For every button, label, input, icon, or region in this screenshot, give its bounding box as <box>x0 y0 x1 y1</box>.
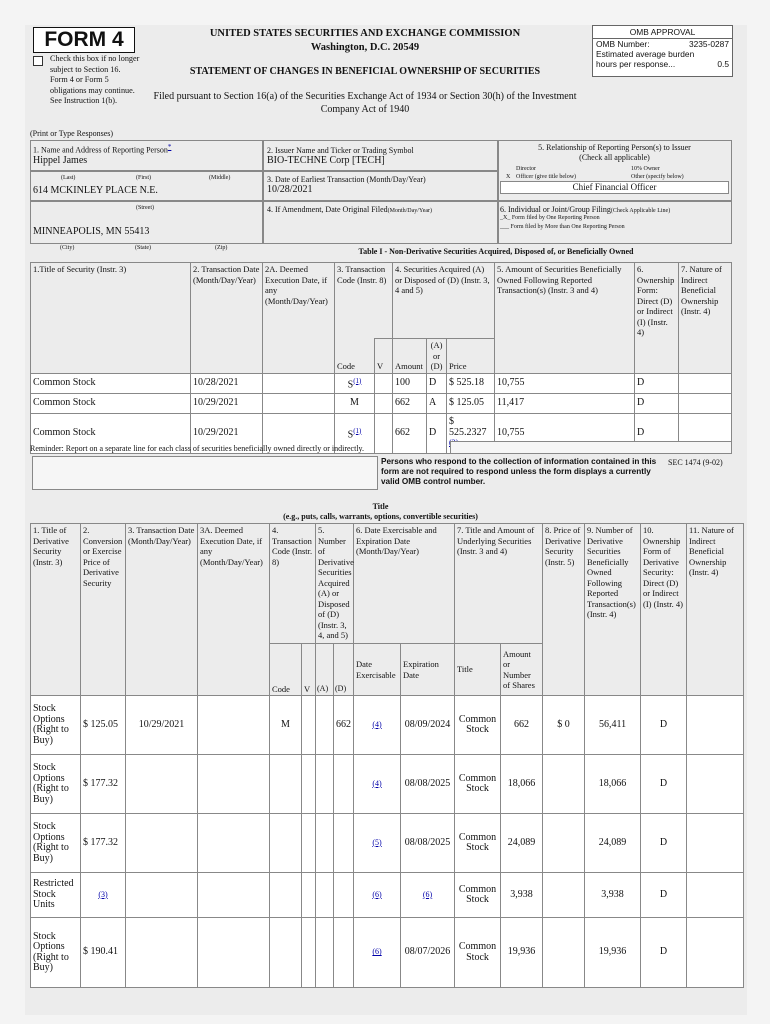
v-flag <box>375 373 393 393</box>
conversion-price <box>81 873 126 918</box>
conversion-price-text: $ 177.32 <box>83 836 118 848</box>
underlying-title <box>455 696 501 755</box>
ownership-form-text: D <box>659 777 668 789</box>
underlying-title-text: Common Stock <box>458 883 497 905</box>
price-text: $ 525.18 <box>449 376 485 388</box>
ownership-form-text: D <box>637 426 645 438</box>
transaction-code <box>335 373 375 393</box>
derivative-title-text: Stock Options (Right to Buy) <box>33 821 69 864</box>
amount <box>393 393 427 413</box>
form-label: FORM 4 <box>33 27 135 53</box>
disposed <box>334 918 354 988</box>
underlying-amount <box>501 696 543 755</box>
derivative-title-text: Stock Options (Right to Buy) <box>33 762 69 805</box>
deemed-date <box>198 918 270 988</box>
underlying-title-text: Common Stock <box>458 941 497 963</box>
omb-burden-label2: hours per response... <box>596 59 676 69</box>
transaction-code-text: S <box>347 378 354 390</box>
conversion-price <box>81 918 126 988</box>
a-or-d <box>427 413 447 453</box>
underlying-title <box>455 755 501 814</box>
table1-non-derivative <box>30 262 732 454</box>
v-flag <box>375 413 393 453</box>
transaction-code-text: M <box>350 396 359 408</box>
footnote-link[interactable]: (5) <box>372 837 382 847</box>
ownership-form-text: D <box>659 836 668 848</box>
omb-burden-label1: Estimated average burden <box>596 49 695 59</box>
price <box>447 393 495 413</box>
t2-amount: Amount or Number of Shares <box>501 644 543 696</box>
t1-h7: 7. Nature of Indirect Beneficial Ownership (Instr. 4) <box>679 263 732 374</box>
nature-indirect <box>687 696 744 755</box>
t1-v: V <box>375 339 393 374</box>
ownership-form <box>641 755 687 814</box>
underlying-amount-text: 19,936 <box>507 946 536 958</box>
ownership-form <box>635 373 679 393</box>
price-text: $ 525.2327 <box>449 416 487 438</box>
footnote-link[interactable]: (4) <box>372 719 382 729</box>
nature-indirect <box>687 918 744 988</box>
section5-box <box>497 140 732 202</box>
acquired <box>316 918 334 988</box>
footnote-link[interactable]: (6) <box>372 947 382 957</box>
derivative-title-text: Restricted Stock Units <box>33 878 74 911</box>
v-flag <box>302 755 316 814</box>
section6-line1: _X_ Form filed by One Reporting Person <box>500 215 600 221</box>
derivative-price-text: $ 0 <box>557 718 570 730</box>
transaction-date-text: 10/29/2021 <box>193 426 239 438</box>
t2-h4: 4. Transaction Code (Instr. 8) <box>270 524 316 644</box>
print-type-note: (Print or Type Responses) <box>30 129 114 138</box>
disposed <box>334 755 354 814</box>
t2-h8: 8. Price of Derivative Security (Instr. 5) <box>543 524 585 696</box>
city-state-zip: MINNEAPOLIS, MN 55413 <box>33 226 150 237</box>
expiration-date <box>401 918 455 988</box>
transaction-date-text: 10/29/2021 <box>193 396 239 408</box>
derivative-price <box>543 918 585 988</box>
table2-title: Title <box>372 502 389 511</box>
underlying-amount <box>501 873 543 918</box>
t2-h7: 7. Title and Amount of Underlying Securities (Instr. 3 and 4) <box>455 524 543 644</box>
deemed-date <box>263 373 335 393</box>
derivative-title <box>31 873 81 918</box>
t2-code: Code <box>270 644 302 696</box>
nature-indirect <box>687 873 744 918</box>
t1-h3: 3. Transaction Code (Instr. 8) <box>335 263 393 339</box>
t2-h2: 2. Conversion or Exercise Price of Derivative Security <box>81 524 126 696</box>
transaction-code <box>270 755 302 814</box>
section6-box <box>497 200 732 244</box>
expiration-date <box>401 755 455 814</box>
filed-pursuant: Filed pursuant to Section 16(a) of the Securities Exchange Act of 1934 or Section 30(h) of the Investment Company Act of 1940 <box>153 91 577 115</box>
table2-title-block <box>30 502 731 522</box>
t1-code: Code <box>335 339 375 374</box>
table2-row <box>31 918 744 988</box>
underlying-amount <box>501 918 543 988</box>
omb-header: OMB APPROVAL <box>593 26 732 39</box>
footnote-link[interactable]: (1) <box>353 426 362 435</box>
deemed-date <box>198 814 270 873</box>
reminder-box <box>450 441 732 454</box>
omb-number-label: OMB Number: <box>596 39 650 49</box>
statement-title: STATEMENT OF CHANGES IN BENEFICIAL OWNERSHIP OF SECURITIES <box>189 66 541 77</box>
acquired <box>316 755 334 814</box>
expiration-date-text: 08/08/2025 <box>404 836 451 848</box>
underlying-amount <box>501 755 543 814</box>
section6-sub: (Check Applicable Line) <box>610 208 671 214</box>
sec-code: SEC 1474 (9-02) <box>668 458 723 467</box>
t1-h2a: 2A. Deemed Execution Date, if any (Month/Day/Year) <box>263 263 335 374</box>
transaction-code <box>270 873 302 918</box>
v-flag <box>302 814 316 873</box>
conversion-price-text: $ 177.32 <box>83 777 118 789</box>
a-or-d <box>427 393 447 413</box>
derivative-title <box>31 814 81 873</box>
v-flag <box>302 873 316 918</box>
expiration-date-text: 08/09/2024 <box>404 718 451 730</box>
transaction-code <box>270 696 302 755</box>
conversion-price <box>81 755 126 814</box>
section1-city-box <box>30 200 264 244</box>
underlying-title <box>455 873 501 918</box>
table1-row <box>31 393 732 413</box>
section1-name-box <box>30 140 264 172</box>
table2-row <box>31 814 744 873</box>
nature-indirect <box>679 373 732 393</box>
t2-h10: 10. Ownership Form of Derivative Security: Direct (D) or Indirect (I) (Instr. 4) <box>641 524 687 696</box>
expiration-date <box>401 873 455 918</box>
expiration-date <box>401 814 455 873</box>
officer-title: Chief Financial Officer <box>500 181 729 194</box>
t1-h1: 1.Title of Security (Instr. 3) <box>31 263 191 374</box>
ownership-form <box>641 918 687 988</box>
owned-following-text: 56,411 <box>598 718 627 730</box>
expiration-date-text: 08/07/2026 <box>404 946 451 958</box>
ownership-form <box>641 696 687 755</box>
v-flag <box>302 918 316 988</box>
nature-indirect <box>687 814 744 873</box>
underlying-amount-text: 3,938 <box>510 888 533 900</box>
amount <box>393 413 427 453</box>
t1-h6: 6. Ownership Form: Direct (D) or Indirect (I) (Instr. 4) <box>635 263 679 374</box>
omb-approval-box <box>592 25 733 77</box>
date-exercisable <box>354 814 401 873</box>
t1-aord: (A) or (D) <box>427 339 447 374</box>
price-text: $ 125.05 <box>449 396 485 408</box>
deemed-date <box>263 393 335 413</box>
deemed-date <box>198 873 270 918</box>
t2-v: V <box>302 644 316 696</box>
agency-header <box>170 27 560 55</box>
t2-exp: Expiration Date <box>401 644 455 696</box>
derivative-price <box>543 696 585 755</box>
street-address: 614 MCKINLEY PLACE N.E. <box>33 185 158 196</box>
section4-sublabel: (Month/Day/Year) <box>387 208 433 214</box>
nature-indirect <box>687 755 744 814</box>
owned-following <box>585 696 641 755</box>
v-flag <box>302 696 316 755</box>
footnote-link[interactable]: (4) <box>372 778 382 788</box>
transaction-code <box>270 814 302 873</box>
ownership-form-text: D <box>659 888 668 900</box>
reporting-person-name: Hippel James <box>33 154 88 166</box>
ten-pct-owner-label: 10% Owner <box>631 166 660 172</box>
section3-box <box>262 170 499 202</box>
section2-box <box>262 140 499 172</box>
ownership-form-text: D <box>659 946 668 958</box>
acquired <box>316 696 334 755</box>
section4-label: 4. If Amendment, Date Original Filed <box>267 205 388 214</box>
conversion-price <box>81 814 126 873</box>
disposed <box>334 873 354 918</box>
security-title-text: Common Stock <box>33 426 96 438</box>
disposed-text: 662 <box>336 718 352 730</box>
section6-label: 6. Individual or Joint/Group Filing <box>500 205 611 214</box>
last-label: (Last) <box>61 175 76 181</box>
director-label: Director <box>516 166 536 172</box>
t1-price: Price <box>447 339 495 374</box>
issuer-name: BIO-TECHNE Corp [TECH] <box>267 155 385 166</box>
expiration-date-text: 08/08/2025 <box>404 777 451 789</box>
derivative-title-text: Stock Options (Right to Buy) <box>33 703 69 746</box>
security-title <box>31 373 191 393</box>
owned-following-text: 10,755 <box>497 376 525 388</box>
table1-title: Table I - Non-Derivative Securities Acquired, Disposed of, or Beneficially Owned <box>358 247 634 256</box>
table2-row <box>31 696 744 755</box>
transaction-date <box>126 918 198 988</box>
disposed <box>334 696 354 755</box>
ownership-form-text: D <box>637 376 645 388</box>
footnote-link[interactable]: (3) <box>98 889 108 899</box>
underlying-amount <box>501 814 543 873</box>
t2-h9: 9. Number of Derivative Securities Beneficially Owned Following Reported Transaction(s) (Instr. 4) <box>585 524 641 696</box>
owned-following-text: 24,089 <box>598 836 627 848</box>
t1-h5: 5. Amount of Securities Beneficially Owned Following Reported Transaction(s) (Instr. 3 and 4) <box>495 263 635 374</box>
derivative-price <box>543 814 585 873</box>
amount-text: 662 <box>395 396 411 408</box>
ownership-form-text: D <box>659 718 668 730</box>
owned-following <box>585 814 641 873</box>
derivative-title <box>31 696 81 755</box>
table2-derivative <box>30 523 744 988</box>
section1-street-box <box>30 170 264 202</box>
disposed <box>334 814 354 873</box>
derivative-price <box>543 755 585 814</box>
owned-following <box>585 755 641 814</box>
t2-h6: 6. Date Exercisable and Expiration Date (Month/Day/Year) <box>354 524 455 644</box>
table2-row <box>31 873 744 918</box>
section1-label: 1. Name and Address of Reporting Person <box>33 145 168 155</box>
owned-following <box>585 918 641 988</box>
other-label: Other (specify below) <box>631 174 684 180</box>
ownership-form-text: D <box>637 396 645 408</box>
transaction-code-text: S <box>347 428 354 440</box>
city-state-zip-labels <box>30 242 262 260</box>
underlying-title-text: Common Stock <box>458 831 497 853</box>
omb-burden: 0.5 <box>717 59 729 69</box>
derivative-title <box>31 755 81 814</box>
owned-following-text: 18,066 <box>598 777 627 789</box>
t2-h3: 3. Transaction Date (Month/Day/Year) <box>126 524 198 696</box>
conversion-price-text: $ 125.05 <box>83 718 118 730</box>
ownership-form <box>641 873 687 918</box>
transaction-date <box>126 873 198 918</box>
amount-text: 662 <box>395 426 411 438</box>
amount <box>393 373 427 393</box>
t1-h4: 4. Securities Acquired (A) or Disposed of (D) (Instr. 3, 4 and 5) <box>393 263 495 339</box>
owned-following-text: 19,936 <box>598 946 627 958</box>
section5-label: 5. Relationship of Reporting Person(s) to Issuer <box>538 143 691 152</box>
table2-subtitle: (e.g., puts, calls, warrants, options, convertible securities) <box>283 512 478 521</box>
underlying-title <box>455 918 501 988</box>
omb-number: 3235-0287 <box>688 39 729 49</box>
t2-a: (A) <box>316 644 334 696</box>
officer-label: Officer (give title below) <box>516 174 577 180</box>
a-or-d-text: D <box>429 376 437 388</box>
transaction-code <box>270 918 302 988</box>
footnote-link[interactable]: (6) <box>372 889 382 899</box>
deemed-date <box>198 696 270 755</box>
nature-indirect <box>679 393 732 413</box>
acquired <box>316 873 334 918</box>
t2-h11: 11. Nature of Indirect Beneficial Ownership (Instr. 4) <box>687 524 744 696</box>
derivative-title <box>31 918 81 988</box>
t2-h1: 1. Title of Derivative Security (Instr. 3) <box>31 524 81 696</box>
security-title-text: Common Stock <box>33 376 96 388</box>
no-longer-subject-checkbox[interactable] <box>33 56 43 66</box>
v-flag <box>375 393 393 413</box>
transaction-date <box>126 755 198 814</box>
section4-box <box>262 200 499 244</box>
transaction-date <box>191 373 263 393</box>
agency-line1: UNITED STATES SECURITIES AND EXCHANGE COMMISSION <box>209 28 521 39</box>
t2-date-ex: Date Exercisable <box>354 644 401 696</box>
section5-sub: (Check all applicable) <box>579 153 650 162</box>
table2-row <box>31 755 744 814</box>
security-title-text: Common Stock <box>33 396 96 408</box>
t2-h5: 5. Number of Derivative Securities Acquired (A) or Disposed of (D) (Instr. 3, 4, and 5) <box>316 524 354 644</box>
conversion-price <box>81 696 126 755</box>
t2-h3a: 3A. Deemed Execution Date, if any (Month/Day/Year) <box>198 524 270 696</box>
a-or-d-text: A <box>429 396 437 408</box>
date-exercisable <box>354 918 401 988</box>
notice-box <box>32 456 378 490</box>
underlying-amount-text: 24,089 <box>507 836 536 848</box>
derivative-price <box>543 873 585 918</box>
earliest-transaction-date: 10/28/2021 <box>267 184 313 195</box>
check-box-text: Check this box if no longer subject to Section 16. Form 4 or Form 5 obligations may continue. See Instruction 1(b). <box>50 54 140 105</box>
street-label: (Street) <box>136 205 154 211</box>
acquired <box>316 814 334 873</box>
t1-h2: 2. Transaction Date (Month/Day/Year) <box>191 263 263 374</box>
section1-footnote-link[interactable]: * <box>167 143 172 151</box>
underlying-title-text: Common Stock <box>458 713 497 735</box>
a-or-d-text: D <box>429 426 437 438</box>
owned-following <box>585 873 641 918</box>
transaction-date-text: 10/29/2021 <box>138 718 185 730</box>
owned-following-text: 11,417 <box>497 396 525 408</box>
date-exercisable <box>354 755 401 814</box>
officer-mark: X <box>506 174 511 180</box>
transaction-date <box>126 814 198 873</box>
security-title <box>31 393 191 413</box>
date-exercisable <box>354 696 401 755</box>
footnote-link[interactable]: (1) <box>353 376 362 385</box>
transaction-code-text: M <box>281 718 290 730</box>
amount-text: 100 <box>395 376 411 388</box>
deemed-date <box>198 755 270 814</box>
section6-line2: ___ Form filed by More than One Reporting Person <box>500 224 625 230</box>
underlying-title-text: Common Stock <box>458 772 497 794</box>
a-or-d <box>427 373 447 393</box>
t1-amount: Amount <box>393 339 427 374</box>
conversion-price-text: $ 190.41 <box>83 946 118 958</box>
zip-label: (Zip) <box>215 245 228 251</box>
derivative-title-text: Stock Options (Right to Buy) <box>33 930 69 973</box>
owned-following <box>495 373 635 393</box>
reminder-text: Reminder: Report on a separate line for each class of securities beneficially owned directly or indirectly. <box>30 444 365 453</box>
agency-line2: Washington, D.C. 20549 <box>310 42 420 53</box>
city-label: (City) <box>60 245 75 251</box>
owned-following-text: 10,755 <box>497 426 525 438</box>
state-label: (State) <box>135 245 151 251</box>
ownership-form <box>635 393 679 413</box>
footnote-link[interactable]: (6) <box>422 889 433 899</box>
t2-title: Title <box>455 644 501 696</box>
persons-notice: Persons who respond to the collection of information contained in this form are not required to respond unless the form displays a currently valid OMB control number. <box>381 457 657 486</box>
owned-following <box>495 393 635 413</box>
ownership-form <box>641 814 687 873</box>
t2-d: (D) <box>334 644 354 696</box>
owned-following-text: 3,938 <box>601 888 624 900</box>
transaction-date <box>191 393 263 413</box>
underlying-title <box>455 814 501 873</box>
middle-label: (Middle) <box>209 175 231 181</box>
transaction-date <box>126 696 198 755</box>
date-exercisable <box>354 873 401 918</box>
first-label: (First) <box>136 175 151 181</box>
underlying-amount-text: 662 <box>514 718 530 730</box>
table1-row <box>31 373 732 393</box>
price <box>447 373 495 393</box>
transaction-code <box>335 393 375 413</box>
transaction-date-text: 10/28/2021 <box>193 376 239 388</box>
section3-label: 3. Date of Earliest Transaction (Month/Day/Year) <box>267 175 426 184</box>
section2-label: 2. Issuer Name and Ticker or Trading Symbol <box>267 146 414 155</box>
expiration-date <box>401 696 455 755</box>
underlying-amount-text: 18,066 <box>507 777 536 789</box>
